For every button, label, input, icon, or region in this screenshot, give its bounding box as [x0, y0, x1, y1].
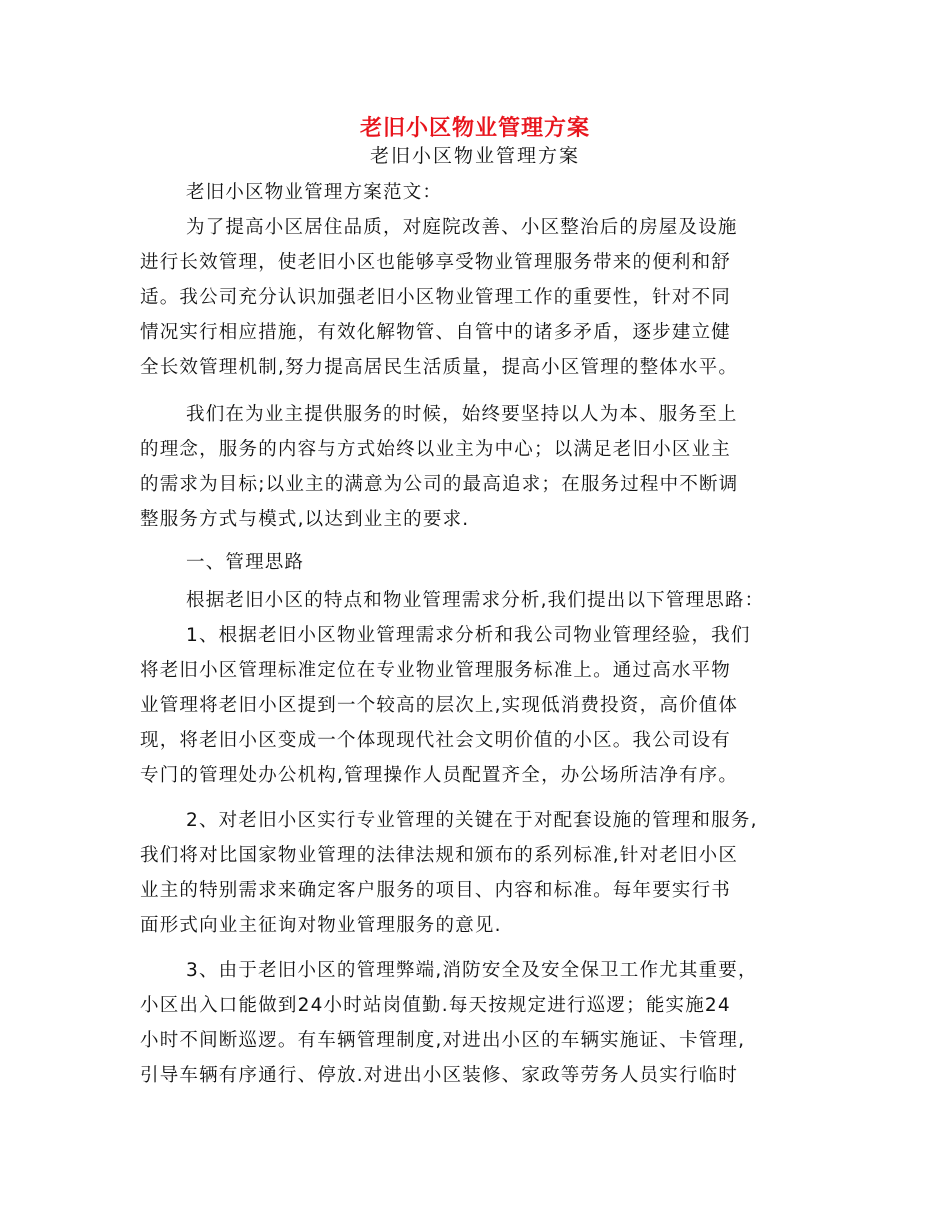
- text-line: 2、对老旧小区实行专业管理的关键在于对配套设施的管理和服务,: [186, 810, 758, 831]
- text-line: 专门的管理处办公机构,管理操作人员配置齐全，办公场所洁净有序。: [140, 765, 739, 786]
- text-line: 将老旧小区管理标准定位在专业物业管理服务标准上。通过高水平物: [140, 660, 732, 681]
- text-line: 的需求为目标;以业主的满意为公司的最高追求；在服务过程中不断调: [140, 474, 739, 495]
- text-line: 整服务方式与模式,以达到业主的要求.: [140, 509, 470, 530]
- text-line: 全长效管理机制,努力提高居民生活质量，提高小区管理的整体水平。: [140, 357, 739, 378]
- text-line: 情况实行相应措施，有效化解物管、自管中的诸多矛盾，逐步建立健: [140, 322, 732, 343]
- text-line: 面形式向业主征询对物业管理服务的意见.: [140, 915, 502, 936]
- document-title: 老旧小区物业管理方案: [359, 115, 590, 141]
- text-line: 我们在为业主提供服务的时候，始终要坚持以人为本、服务至上: [186, 404, 738, 425]
- text-line: 的理念，服务的内容与方式始终以业主为中心；以满足老旧小区业主: [140, 439, 732, 460]
- text-line: 根据老旧小区的特点和物业管理需求分析,我们提出以下管理思路：: [186, 590, 765, 611]
- text-line: 小时不间断巡逻。有车辆管理制度,对进出小区的车辆实施证、卡管理,: [140, 1030, 746, 1051]
- text-line: 为了提高小区居住品质，对庭院改善、小区整治后的房屋及设施: [186, 217, 738, 238]
- text-line: 1、根据老旧小区物业管理需求分析和我公司物业管理经验，我们: [186, 625, 751, 646]
- text-line: 进行长效管理，使老旧小区也能够享受物业管理服务带来的便利和舒: [140, 252, 732, 273]
- text-line: 业管理将老旧小区提到一个较高的层次上,实现低消费投资，高价值体: [140, 695, 739, 716]
- document-subtitle: 老旧小区物业管理方案: [369, 145, 580, 167]
- text-line: 3、由于老旧小区的管理弊端,消防安全及安全保卫工作尤其重要，: [186, 960, 758, 981]
- text-line: 小区出入口能做到24小时站岗值勤.每天按规定进行巡逻；能实施24: [140, 995, 731, 1016]
- section-heading: 一、管理思路: [186, 552, 305, 573]
- text-line: 现，将老旧小区变成一个体现现代社会文明价值的小区。我公司设有: [140, 730, 732, 751]
- text-line: 老旧小区物业管理方案范文：: [186, 182, 443, 203]
- text-line: 适。我公司充分认识加强老旧小区物业管理工作的重要性，针对不同: [140, 287, 732, 308]
- text-line: 我们将对比国家物业管理的法律法规和颁布的系列标准,针对老旧小区: [140, 845, 739, 866]
- text-line: 引导车辆有序通行、停放.对进出小区装修、家政等劳务人员实行临时: [140, 1065, 739, 1086]
- text-line: 业主的特别需求来确定客户服务的项目、内容和标准。每年要实行书: [140, 880, 732, 901]
